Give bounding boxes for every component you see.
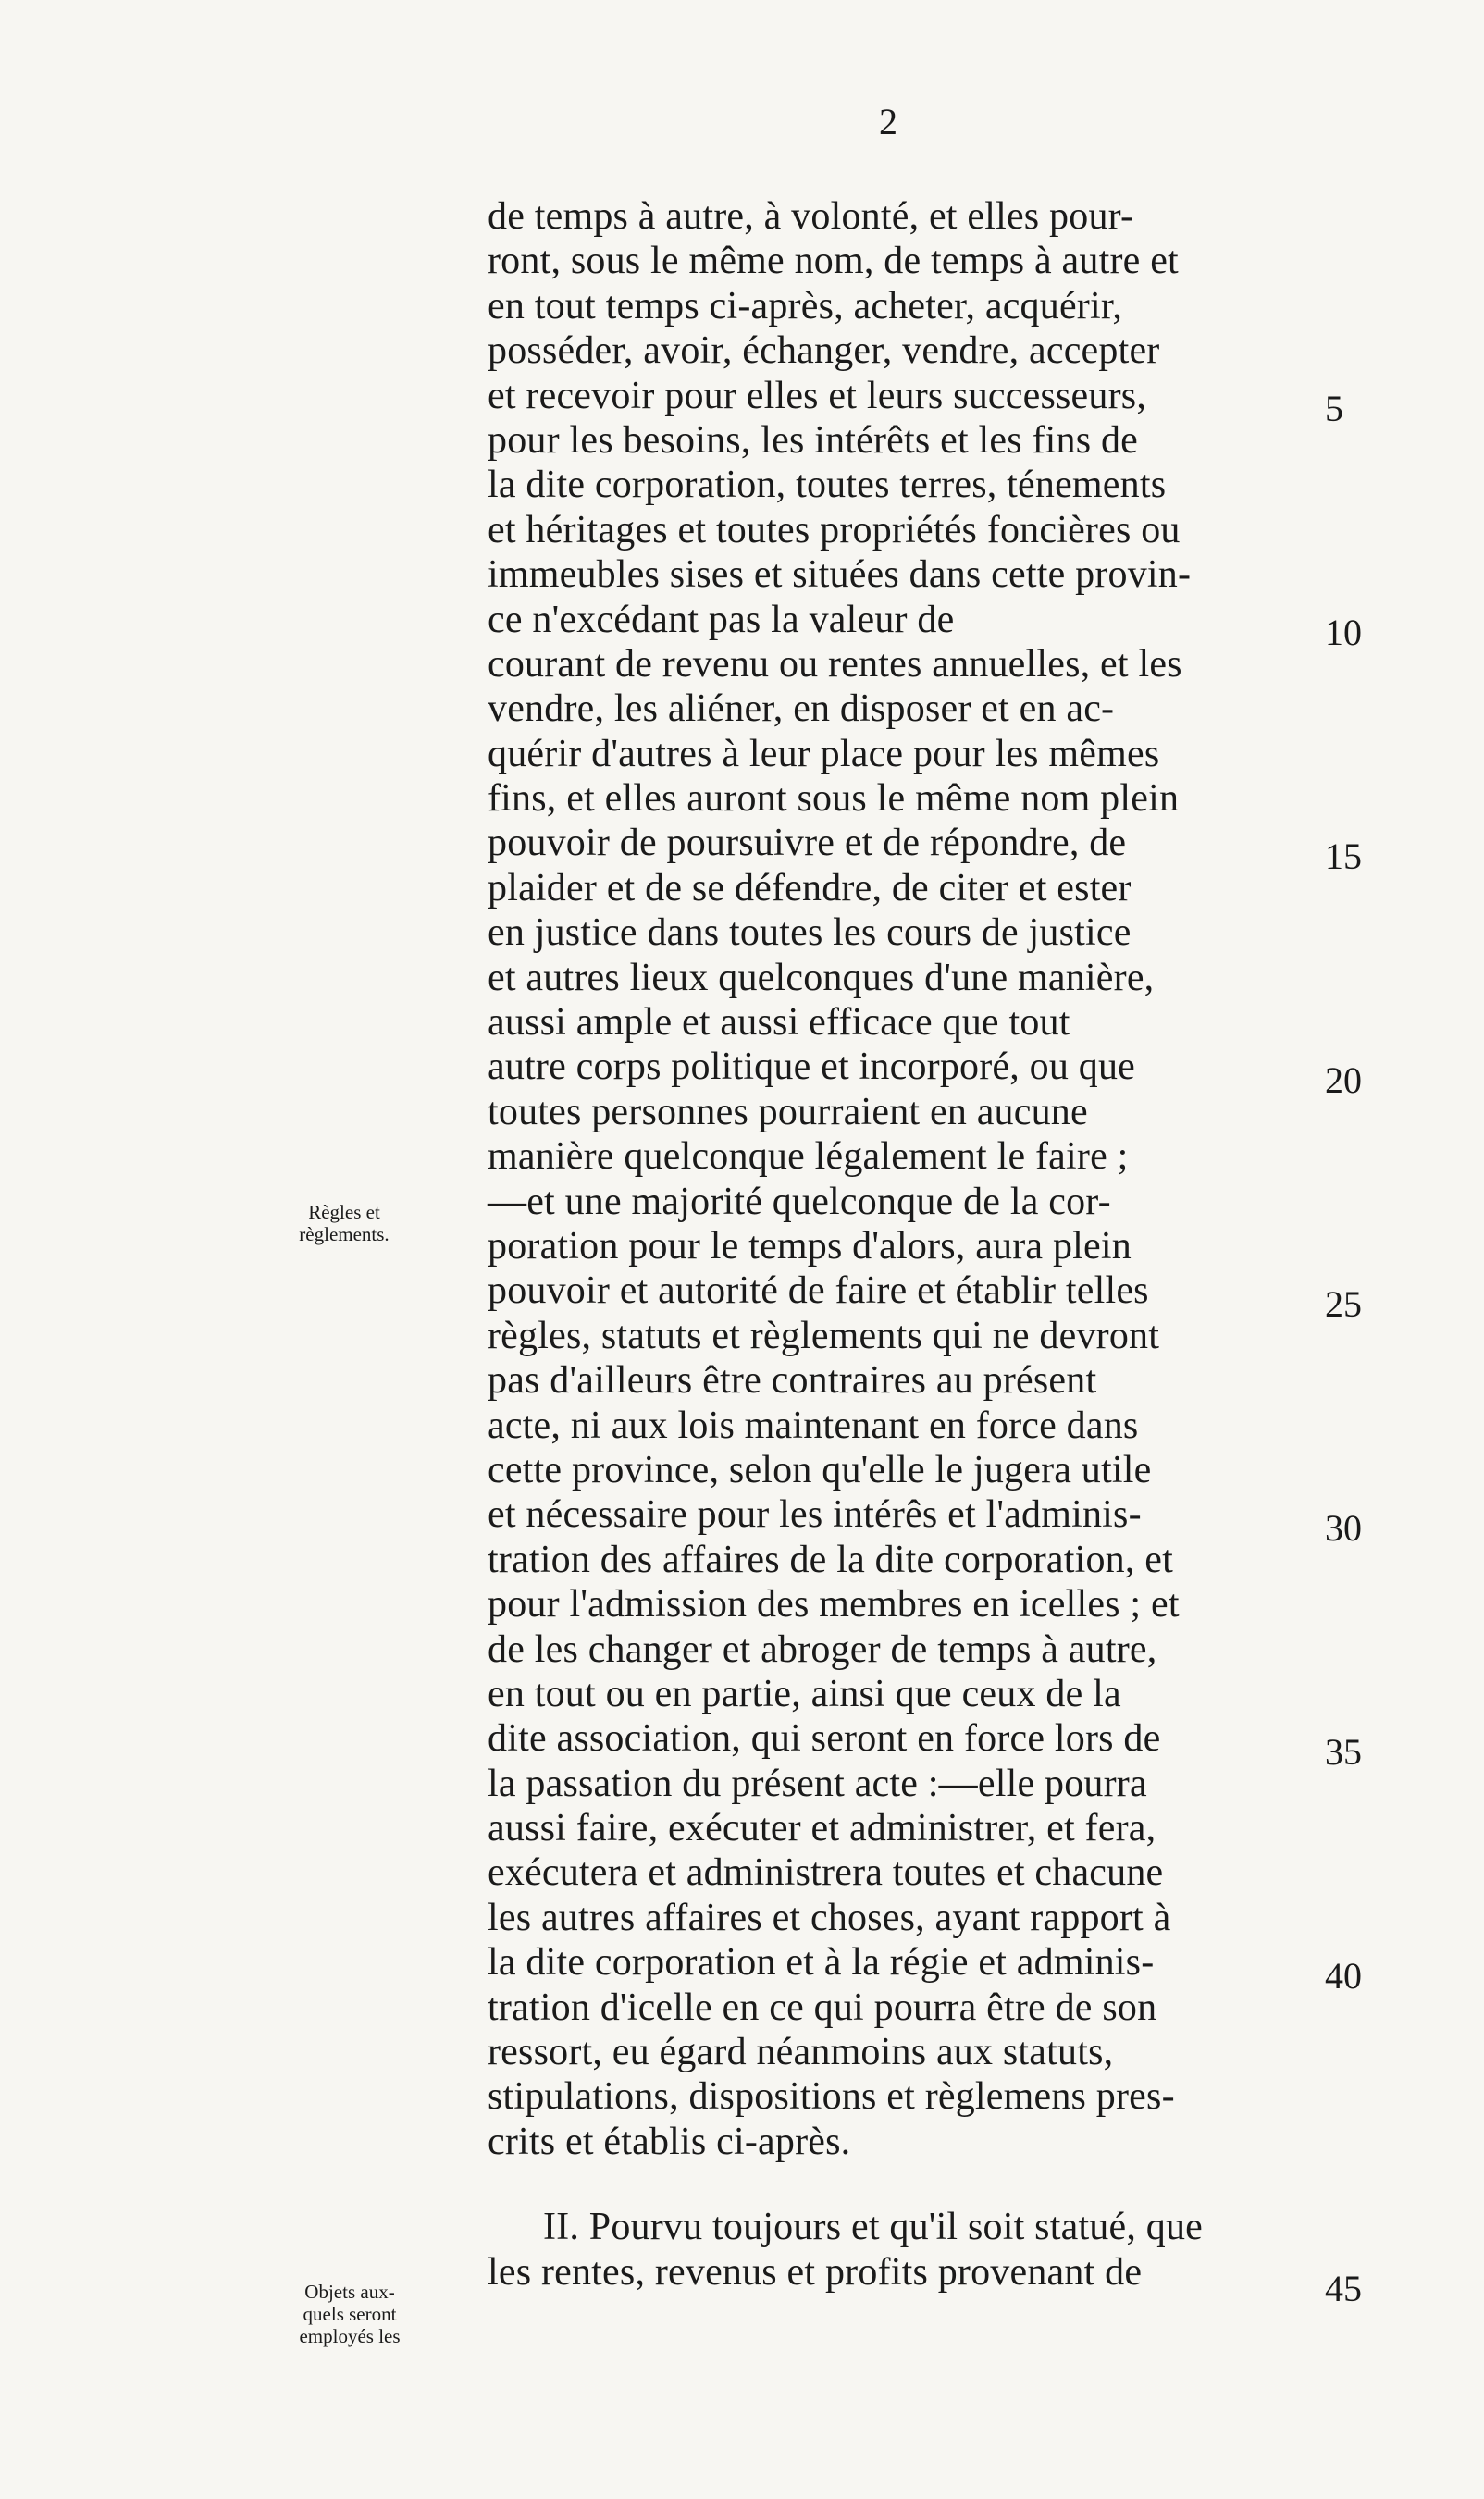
line-number: 5 [1325,388,1343,429]
text-line: pouvoir et autorité de faire et établir telles [488,1269,1149,1313]
text-line: ce n'excédant pas la valeur de [488,598,955,641]
text-line: tration d'icelle en ce qui pourra être de son [488,1986,1157,2029]
text-line: fins, et elles auront sous le même nom plein [488,777,1180,821]
line-number: 30 [1325,1507,1362,1549]
text-line: de les changer et abroger de temps à autre, [488,1627,1157,1671]
text-line: en justice dans toutes les cours de justice [488,911,1132,955]
text-line: pour l'admission des membres en icelles ; et [488,1583,1180,1627]
text-line: et nécessaire pour les intérês et l'adminis- [488,1493,1142,1537]
text-line: les rentes, revenus et profits provenant de [488,2250,1143,2294]
margin-note-line: Objets aux- [304,2281,395,2303]
text-line: manière quelconque légalement le faire ; [488,1135,1129,1179]
line-number: 45 [1325,2268,1362,2309]
line-number: 25 [1325,1283,1362,1325]
text-line: pour les besoins, les intérêts et les fins de [488,418,1139,462]
margin-note-line: quels seront [303,2303,397,2325]
text-line: pouvoir de poursuivre et de répondre, de [488,822,1127,865]
line-number: 20 [1325,1059,1362,1101]
text-line: la dite corporation et à la régie et adminis- [488,1941,1155,1985]
text-line: ront, sous le même nom, de temps à autre et [488,240,1179,283]
text-line: pas d'ailleurs être contraires au présent [488,1359,1097,1403]
text-line: —et une majorité quelconque de la cor- [488,1180,1111,1223]
text-line: autre corps politique et incorporé, ou que [488,1045,1136,1089]
text-line: et héritages et toutes propriétés foncières ou [488,508,1181,551]
text-line: aussi faire, exécuter et administrer, et fera, [488,1807,1156,1850]
line-number: 15 [1325,835,1362,877]
text-line: poration pour le temps d'alors, aura plein [488,1224,1132,1268]
margin-note-line: employés les [299,2325,401,2347]
section-heading-line: II. Pourvu toujours et qu'il soit statué, que [543,2206,1203,2249]
text-line: règles, statuts et règlements qui ne devront [488,1314,1160,1357]
text-line: en tout ou en partie, ainsi que ceux de la [488,1672,1121,1715]
text-line: toutes personnes pourraient en aucune [488,1090,1088,1133]
margin-note-line: règlements. [299,1223,390,1245]
text-line: immeubles sises et situées dans cette provin- [488,553,1192,597]
line-number: 35 [1325,1731,1362,1773]
text-line: vendre, les aliéner, en disposer et en ac- [488,687,1115,731]
text-line: stipulations, dispositions et règlemens pres- [488,2075,1175,2119]
text-line: de temps à autre, à volonté, et elles pour- [488,195,1134,238]
text-line: et autres lieux quelconques d'une manière, [488,956,1155,999]
text-line: crits et établis ci-après. [488,2120,851,2163]
text-line: courant de revenu ou rentes annuelles, et les [488,642,1182,686]
text-line: acte, ni aux lois maintenant en force dans [488,1404,1139,1447]
body-text [488,194,1320,2295]
text-line: la passation du présent acte :—elle pourra [488,1762,1147,1805]
text-line: dite association, qui seront en force lors de [488,1717,1161,1761]
text-line: posséder, avoir, échanger, vendre, accepter [488,329,1160,373]
text-line: en tout temps ci-après, acheter, acquérir, [488,284,1123,328]
line-number: 40 [1325,1955,1362,1997]
text-line: exécutera et administrera toutes et chacune [488,1851,1164,1895]
margin-note-rules [252,1201,437,1245]
text-line: aussi ample et aussi efficace que tout [488,1001,1070,1045]
text-line: la dite corporation, toutes terres, ténements [488,464,1167,507]
text-line: et recevoir pour elles et leurs successeurs, [488,374,1147,417]
line-number: 10 [1325,612,1362,653]
page-number: 2 [879,101,897,142]
margin-note-line: Règles et [308,1201,380,1223]
text-line: cette province, selon qu'elle le jugera utile [488,1448,1152,1491]
margin-note-objects [257,2281,442,2347]
text-line: les autres affaires et choses, ayant rapport à [488,1896,1171,1939]
text-line: plaider et de se défendre, de citer et ester [488,866,1132,909]
text-line: quérir d'autres à leur place pour les mêmes [488,732,1160,775]
text-line: tration des affaires de la dite corporation, et [488,1538,1173,1581]
text-line: ressort, eu égard néanmoins aux statuts, [488,2031,1114,2074]
